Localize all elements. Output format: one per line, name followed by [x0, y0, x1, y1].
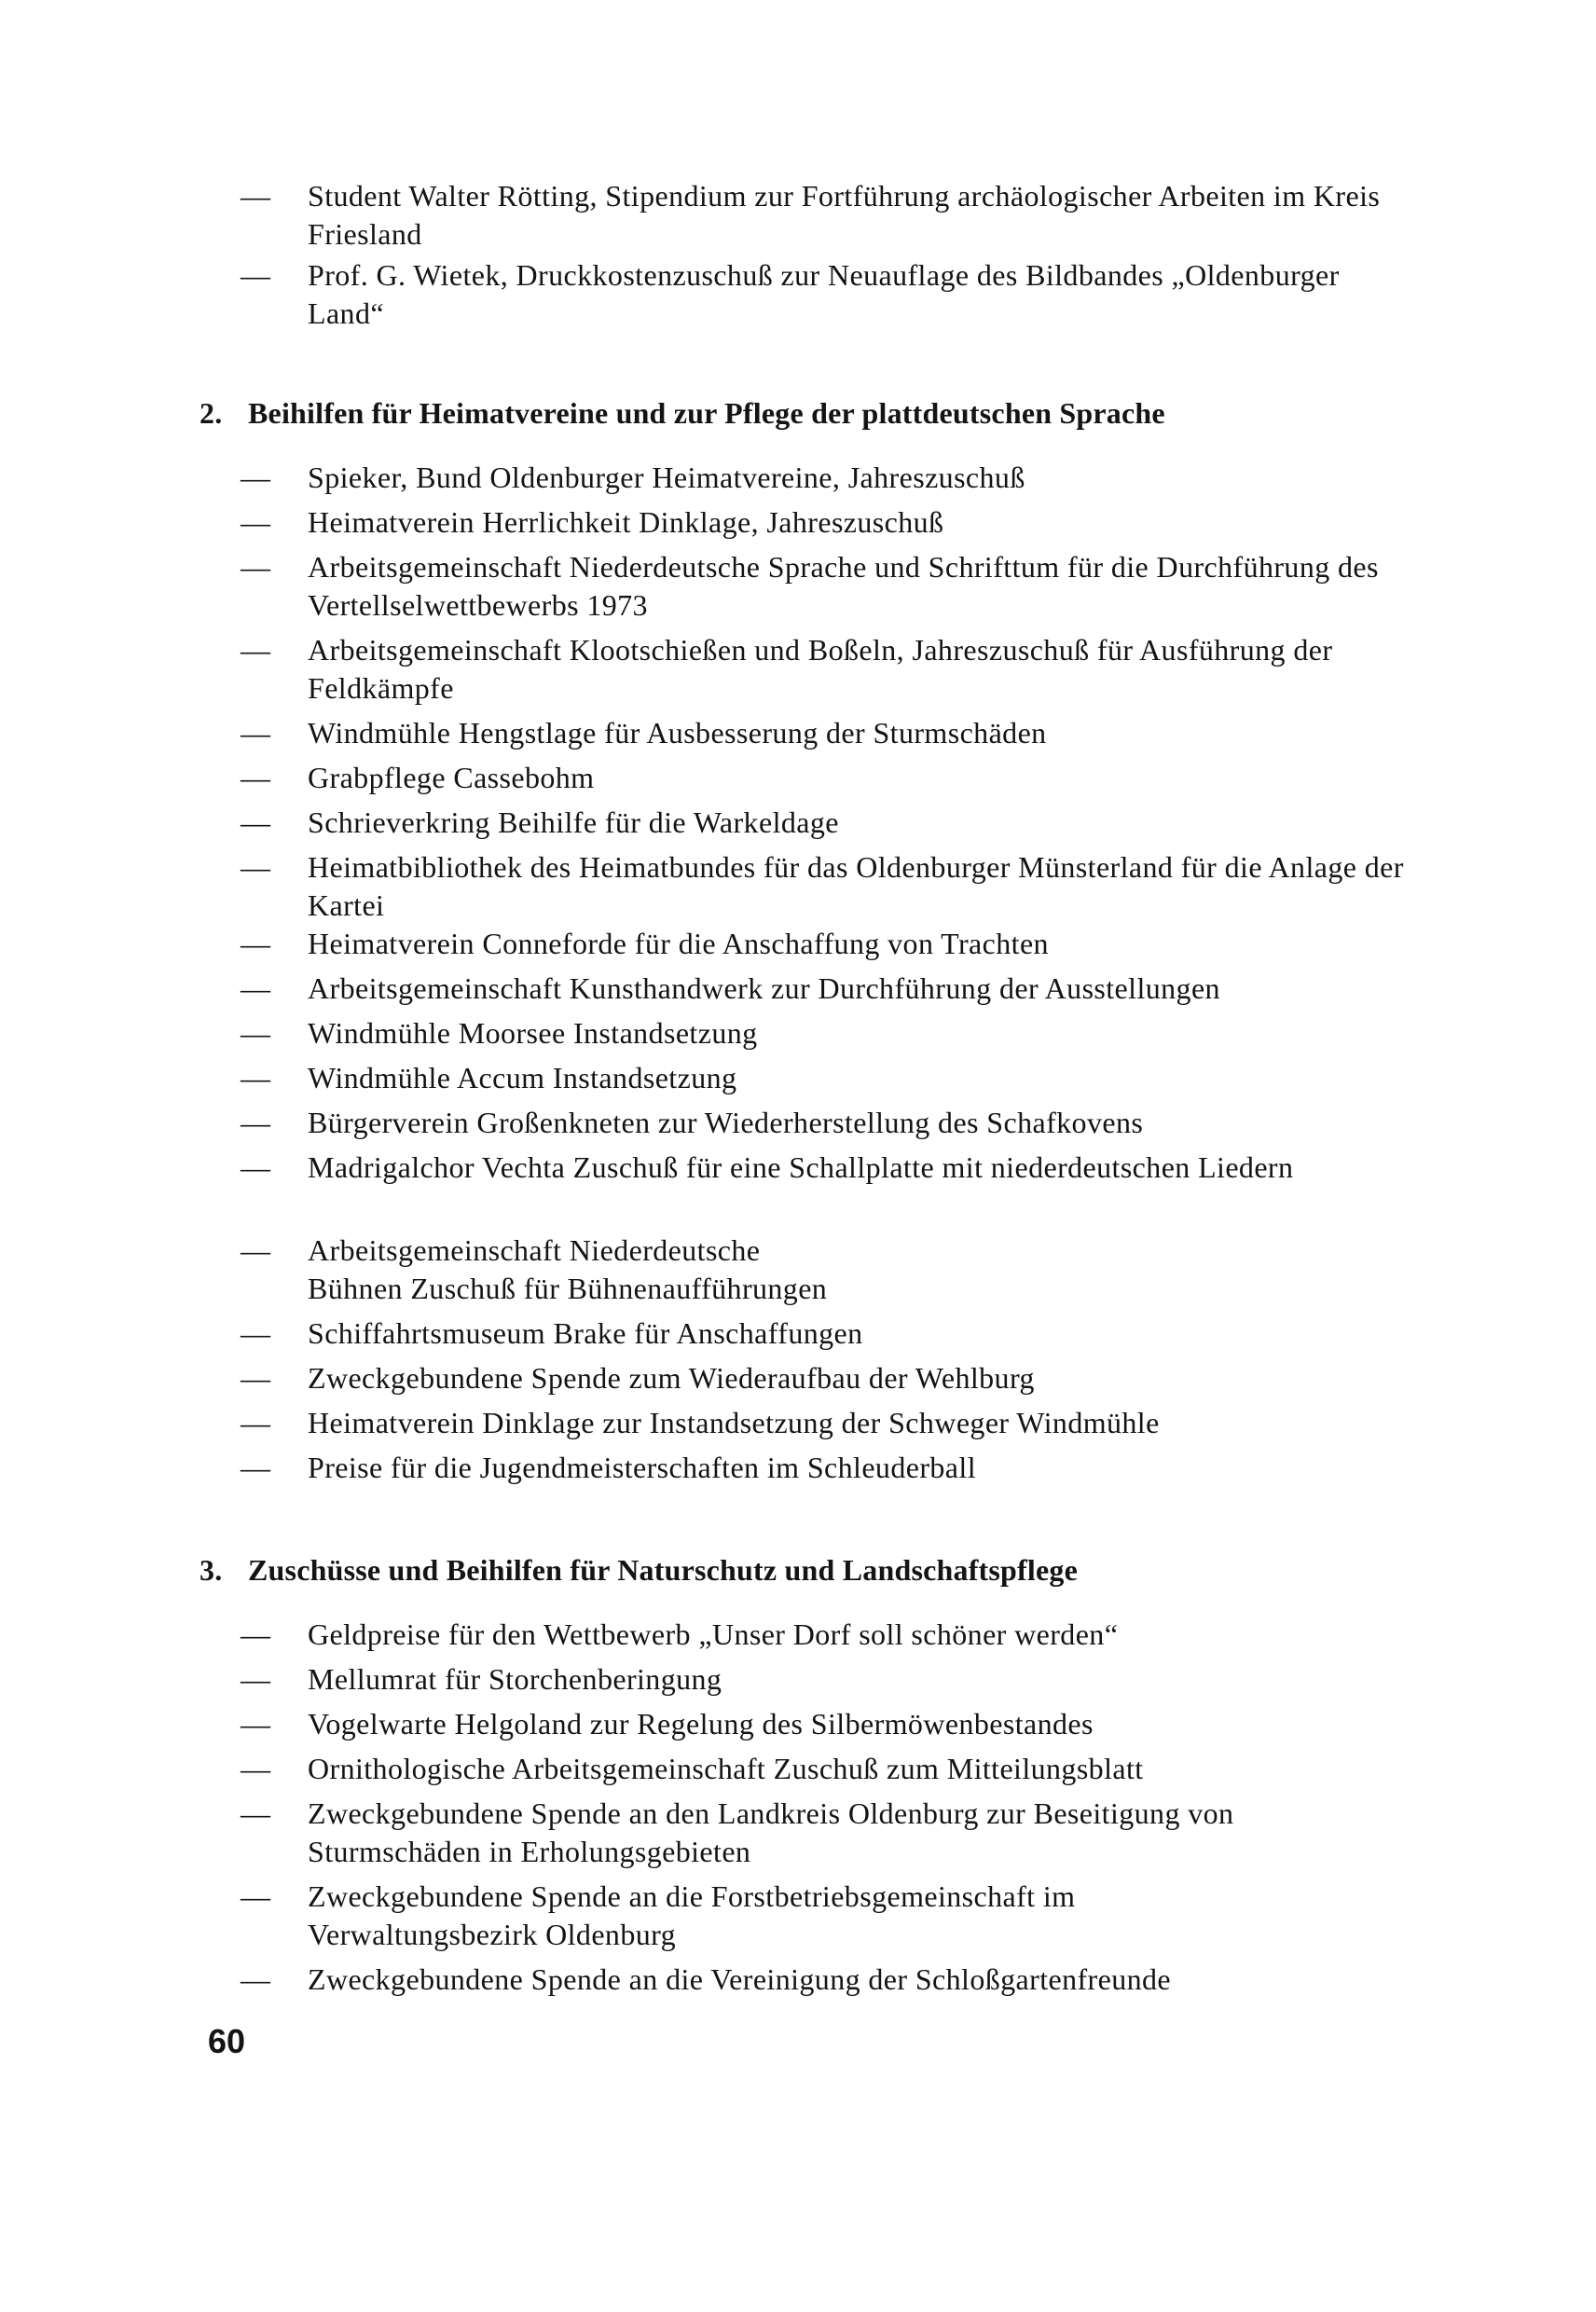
list-item-text: Grabpflege Cassebohm	[308, 761, 595, 794]
list-item-text: Bürgerverein Großenkneten zur Wiederherstellung des Schafkovens	[308, 1106, 1144, 1139]
section-title: Beihilfen für Heimatvereine und zur Pflege der plattdeutschen Sprache	[248, 396, 1165, 430]
list-item-text: Arbeitsgemeinschaft Niederdeutsche Sprache und Schrifttum für die Durchführung des Vertellselwettbewerbs 1973	[308, 550, 1379, 622]
dash-bullet: —	[241, 1016, 270, 1050]
list-item-text: Heimatverein Herrlichkeit Dinklage, Jahreszuschuß	[308, 505, 944, 539]
dash-bullet: —	[241, 1879, 270, 1913]
list-item-text: Geldpreise für den Wettbewerb „Unser Dorf soll schöner werden“	[308, 1617, 1119, 1651]
list-item-text: Zweckgebundene Spende an die Forstbetriebsgemeinschaft im Verwaltungsbezirk Oldenburg	[308, 1879, 1076, 1951]
section-title: Zuschüsse und Beihilfen für Naturschutz und Landschaftspflege	[248, 1553, 1079, 1587]
dash-bullet: —	[241, 179, 270, 213]
list-item-text: Heimatverein Conneforde für die Anschaffung von Trachten	[308, 927, 1049, 960]
page-number: 60	[208, 2022, 246, 2060]
list-item-text: Zweckgebundene Spende zum Wiederaufbau der Wehlburg	[308, 1361, 1035, 1395]
dash-bullet: —	[241, 1662, 270, 1696]
dash-bullet: —	[241, 258, 270, 292]
dash-bullet: —	[241, 1316, 270, 1350]
dash-bullet: —	[241, 971, 270, 1005]
list-item-text: Arbeitsgemeinschaft Klootschießen und Boßeln, Jahreszuschuß für Ausführung der Feldkämpfe	[308, 633, 1333, 705]
dash-bullet: —	[241, 1406, 270, 1439]
dash-bullet: —	[241, 805, 270, 839]
list-item-text: Schiffahrtsmuseum Brake für Anschaffungen	[308, 1316, 863, 1350]
list-item-text: Mellumrat für Storchenberingung	[308, 1662, 722, 1696]
list-item-text: Heimatbibliothek des Heimatbundes für das Oldenburger Münsterland für die Anlage der Kartei	[308, 850, 1404, 922]
dash-bullet: —	[241, 1962, 270, 1996]
section-heading	[200, 1551, 1411, 1590]
dash-bullet: —	[241, 716, 270, 750]
dash-bullet: —	[241, 761, 270, 794]
dash-bullet: —	[241, 1707, 270, 1741]
list-item-text: Spieker, Bund Oldenburger Heimatvereine, Jahreszuschuß	[308, 461, 1025, 494]
dash-bullet: —	[241, 1361, 270, 1395]
list-item-text: Zweckgebundene Spende an den Landkreis Oldenburg zur Beseitigung von Sturmschäden in Erholungsgebieten	[308, 1796, 1234, 1868]
dash-bullet: —	[241, 1796, 270, 1830]
dash-bullet: —	[241, 550, 270, 584]
dash-bullet: —	[241, 461, 270, 494]
list-item-text: Windmühle Moorsee Instandsetzung	[308, 1016, 758, 1050]
dash-bullet: —	[241, 505, 270, 539]
dash-bullet: —	[241, 633, 270, 667]
list-item-text: Ornithologische Arbeitsgemeinschaft Zuschuß zum Mitteilungsblatt	[308, 1752, 1144, 1785]
list-item-text: Zweckgebundene Spende an die Vereinigung der Schloßgartenfreunde	[308, 1962, 1172, 1996]
list-item-text: Heimatverein Dinklage zur Instandsetzung der Schweger Windmühle	[308, 1406, 1160, 1439]
list-item-text: Schrieverkring Beihilfe für die Warkeldage	[308, 805, 839, 839]
list-item-text: Windmühle Hengstlage für Ausbesserung der Sturmschäden	[308, 716, 1047, 750]
list-item-text: Arbeitsgemeinschaft Kunsthandwerk zur Durchführung der Ausstellungen	[308, 971, 1220, 1005]
section-number: 2.	[200, 396, 223, 430]
dash-bullet: —	[241, 1106, 270, 1139]
dash-bullet: —	[241, 927, 270, 960]
list-item-text: Prof. G. Wietek, Druckkostenzuschuß zur Neuauflage des Bildbandes „Oldenburger Land“	[308, 258, 1340, 330]
dash-bullet: —	[241, 850, 270, 884]
dash-bullet: —	[241, 1617, 270, 1651]
list-item-text: Preise für die Jugendmeisterschaften im Schleuderball	[308, 1451, 976, 1484]
dash-bullet: —	[241, 1233, 270, 1267]
dash-bullet: —	[241, 1752, 270, 1785]
dash-bullet: —	[241, 1451, 270, 1484]
dash-bullet: —	[241, 1150, 270, 1184]
list-item-text: Vogelwarte Helgoland zur Regelung des Silbermöwenbestandes	[308, 1707, 1094, 1741]
section-heading	[200, 394, 1411, 433]
list-item-text: Windmühle Accum Instandsetzung	[308, 1061, 737, 1094]
list-item-text: Arbeitsgemeinschaft Niederdeutsche Bühnen Zuschuß für Bühnenaufführungen	[308, 1233, 828, 1305]
list-item-text: Madrigalchor Vechta Zuschuß für eine Schallplatte mit niederdeutschen Liedern	[308, 1150, 1294, 1184]
section-number: 3.	[200, 1553, 223, 1587]
list-item-text: Student Walter Rötting, Stipendium zur Fortführung archäologischer Arbeiten im Kreis Friesland	[308, 179, 1381, 251]
dash-bullet: —	[241, 1061, 270, 1094]
